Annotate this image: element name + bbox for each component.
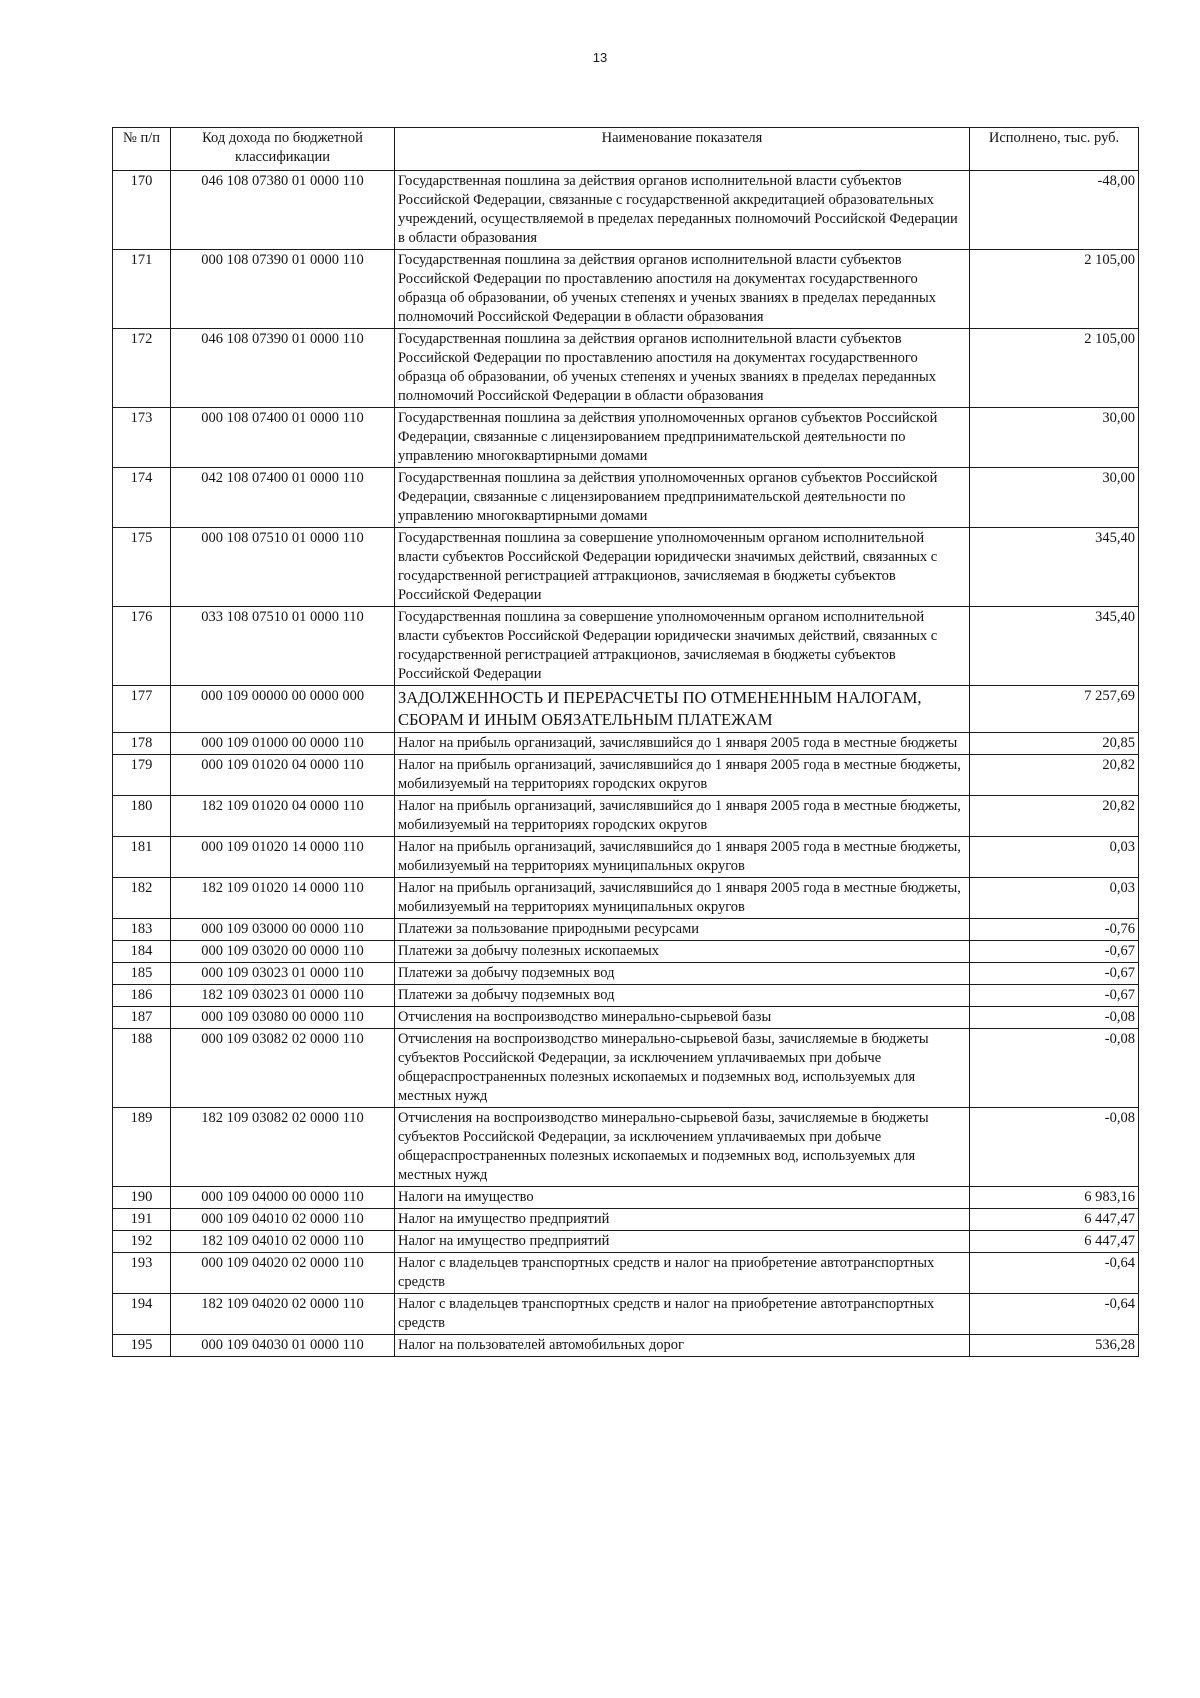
row-number: 188 — [113, 1029, 171, 1108]
executed-amount: 2 105,00 — [970, 250, 1139, 329]
table-row — [113, 329, 1139, 408]
table-row — [113, 878, 1139, 919]
table-row — [113, 528, 1139, 607]
indicator-name: Платежи за пользование природными ресурсами — [395, 919, 970, 941]
table-row — [113, 1187, 1139, 1209]
income-code: 000 109 03082 02 0000 110 — [171, 1029, 395, 1108]
row-number: 172 — [113, 329, 171, 408]
table-row — [113, 686, 1139, 733]
header-value: Исполнено, тыс. руб. — [970, 128, 1139, 171]
executed-amount: 30,00 — [970, 408, 1139, 468]
executed-amount: 345,40 — [970, 607, 1139, 686]
row-number: 187 — [113, 1007, 171, 1029]
row-number: 194 — [113, 1294, 171, 1335]
executed-amount: 6 447,47 — [970, 1209, 1139, 1231]
table-row — [113, 919, 1139, 941]
row-number: 193 — [113, 1253, 171, 1294]
table-row — [113, 1335, 1139, 1357]
row-number: 177 — [113, 686, 171, 733]
budget-table — [112, 127, 1139, 1357]
executed-amount: 2 105,00 — [970, 329, 1139, 408]
table-row — [113, 1209, 1139, 1231]
row-number: 179 — [113, 755, 171, 796]
table-row — [113, 250, 1139, 329]
indicator-name: ЗАДОЛЖЕННОСТЬ И ПЕРЕРАСЧЕТЫ ПО ОТМЕНЕННЫМ НАЛОГАМ, СБОРАМ И ИНЫМ ОБЯЗАТЕЛЬНЫМ ПЛАТЕЖАМ — [395, 686, 970, 733]
header-code: Код дохода по бюджетной классификации — [171, 128, 395, 171]
table-row — [113, 171, 1139, 250]
executed-amount: 20,82 — [970, 796, 1139, 837]
income-code: 000 109 01000 00 0000 110 — [171, 733, 395, 755]
income-code: 182 109 04020 02 0000 110 — [171, 1294, 395, 1335]
income-code: 000 108 07510 01 0000 110 — [171, 528, 395, 607]
executed-amount: 6 447,47 — [970, 1231, 1139, 1253]
income-code: 000 109 00000 00 0000 000 — [171, 686, 395, 733]
indicator-name: Налоги на имущество — [395, 1187, 970, 1209]
row-number: 186 — [113, 985, 171, 1007]
row-number: 180 — [113, 796, 171, 837]
income-code: 182 109 03023 01 0000 110 — [171, 985, 395, 1007]
indicator-name: Налог на прибыль организаций, зачислявшийся до 1 января 2005 года в местные бюджеты, мобилизуемый на территориях муниципальных округов — [395, 837, 970, 878]
row-number: 190 — [113, 1187, 171, 1209]
executed-amount: -48,00 — [970, 171, 1139, 250]
indicator-name: Налог с владельцев транспортных средств и налог на приобретение автотранспортных средств — [395, 1253, 970, 1294]
table-row — [113, 837, 1139, 878]
executed-amount: 0,03 — [970, 837, 1139, 878]
row-number: 175 — [113, 528, 171, 607]
executed-amount: 20,85 — [970, 733, 1139, 755]
indicator-name: Отчисления на воспроизводство минерально-сырьевой базы — [395, 1007, 970, 1029]
income-code: 000 109 04020 02 0000 110 — [171, 1253, 395, 1294]
table-row — [113, 468, 1139, 528]
income-code: 033 108 07510 01 0000 110 — [171, 607, 395, 686]
row-number: 192 — [113, 1231, 171, 1253]
table-row — [113, 733, 1139, 755]
executed-amount: 536,28 — [970, 1335, 1139, 1357]
income-code: 046 108 07390 01 0000 110 — [171, 329, 395, 408]
indicator-name: Платежи за добычу подземных вод — [395, 985, 970, 1007]
indicator-name: Государственная пошлина за действия органов исполнительной власти субъектов Российской Федерации по проставлению апостиля на документах государственного образца об образовании, об ученых степенях и ученых званиях в пределах переданных полномочий Российской Федерации в области образования — [395, 250, 970, 329]
income-code: 046 108 07380 01 0000 110 — [171, 171, 395, 250]
indicator-name: Государственная пошлина за действия уполномоченных органов субъектов Российской Федерации, связанные с лицензированием предпринимательской деятельности по управлению многоквартирными домами — [395, 408, 970, 468]
indicator-name: Отчисления на воспроизводство минерально-сырьевой базы, зачисляемые в бюджеты субъектов Российской Федерации, за исключением уплачиваемых при добыче общераспространенных полезных ископаемых и подземных вод, используемых для местных нужд — [395, 1108, 970, 1187]
executed-amount: -0,64 — [970, 1294, 1139, 1335]
executed-amount: -0,67 — [970, 963, 1139, 985]
executed-amount: 6 983,16 — [970, 1187, 1139, 1209]
row-number: 189 — [113, 1108, 171, 1187]
row-number: 170 — [113, 171, 171, 250]
header-num: № п/п — [113, 128, 171, 171]
indicator-name: Налог на прибыль организаций, зачислявшийся до 1 января 2005 года в местные бюджеты, мобилизуемый на территориях городских округов — [395, 796, 970, 837]
table-row — [113, 796, 1139, 837]
row-number: 191 — [113, 1209, 171, 1231]
executed-amount: -0,67 — [970, 941, 1139, 963]
indicator-name: Налог на пользователей автомобильных дорог — [395, 1335, 970, 1357]
indicator-name: Государственная пошлина за действия органов исполнительной власти субъектов Российской Федерации по проставлению апостиля на документах государственного образца об образовании, об ученых степенях и ученых званиях в пределах переданных полномочий Российской Федерации в области образования — [395, 329, 970, 408]
row-number: 183 — [113, 919, 171, 941]
table-header-row — [113, 128, 1139, 171]
executed-amount: -0,08 — [970, 1108, 1139, 1187]
indicator-name: Налог на имущество предприятий — [395, 1231, 970, 1253]
row-number: 195 — [113, 1335, 171, 1357]
table-row — [113, 1029, 1139, 1108]
page-number: 13 — [592, 50, 608, 65]
indicator-name: Государственная пошлина за действия уполномоченных органов субъектов Российской Федерации, связанные с лицензированием предпринимательской деятельности по управлению многоквартирными домами — [395, 468, 970, 528]
table-row — [113, 408, 1139, 468]
executed-amount: 0,03 — [970, 878, 1139, 919]
income-code: 000 108 07400 01 0000 110 — [171, 408, 395, 468]
income-code: 000 109 03023 01 0000 110 — [171, 963, 395, 985]
row-number: 185 — [113, 963, 171, 985]
executed-amount: 30,00 — [970, 468, 1139, 528]
table-row — [113, 1231, 1139, 1253]
table-row — [113, 985, 1139, 1007]
income-code: 000 109 04030 01 0000 110 — [171, 1335, 395, 1357]
income-code: 000 109 01020 14 0000 110 — [171, 837, 395, 878]
indicator-name: Отчисления на воспроизводство минерально-сырьевой базы, зачисляемые в бюджеты субъектов Российской Федерации, за исключением уплачиваемых при добыче общераспространенных полезных ископаемых и подземных вод, используемых для местных нужд — [395, 1029, 970, 1108]
executed-amount: 20,82 — [970, 755, 1139, 796]
income-code: 042 108 07400 01 0000 110 — [171, 468, 395, 528]
indicator-name: Налог на имущество предприятий — [395, 1209, 970, 1231]
indicator-name: Платежи за добычу полезных ископаемых — [395, 941, 970, 963]
executed-amount: 345,40 — [970, 528, 1139, 607]
executed-amount: 7 257,69 — [970, 686, 1139, 733]
table-row — [113, 1253, 1139, 1294]
executed-amount: -0,67 — [970, 985, 1139, 1007]
indicator-name: Налог на прибыль организаций, зачислявшийся до 1 января 2005 года в местные бюджеты — [395, 733, 970, 755]
row-number: 171 — [113, 250, 171, 329]
income-code: 182 109 03082 02 0000 110 — [171, 1108, 395, 1187]
indicator-name: Государственная пошлина за совершение уполномоченным органом исполнительной власти субъектов Российской Федерации юридически значимых действий, связанных с государственной регистрацией аттракционов, зачисляемая в бюджеты субъектов Российской Федерации — [395, 607, 970, 686]
table-row — [113, 963, 1139, 985]
table-row — [113, 1108, 1139, 1187]
indicator-name: Государственная пошлина за совершение уполномоченным органом исполнительной власти субъектов Российской Федерации юридически значимых действий, связанных с государственной регистрацией аттракционов, зачисляемая в бюджеты субъектов Российской Федерации — [395, 528, 970, 607]
row-number: 173 — [113, 408, 171, 468]
income-code: 000 109 01020 04 0000 110 — [171, 755, 395, 796]
table-body — [113, 171, 1139, 1357]
table-row — [113, 941, 1139, 963]
indicator-name: Платежи за добычу подземных вод — [395, 963, 970, 985]
executed-amount: -0,08 — [970, 1029, 1139, 1108]
income-code: 000 109 04000 00 0000 110 — [171, 1187, 395, 1209]
table-row — [113, 755, 1139, 796]
executed-amount: -0,08 — [970, 1007, 1139, 1029]
income-code: 000 109 03000 00 0000 110 — [171, 919, 395, 941]
executed-amount: -0,64 — [970, 1253, 1139, 1294]
executed-amount: -0,76 — [970, 919, 1139, 941]
income-code: 182 109 01020 14 0000 110 — [171, 878, 395, 919]
row-number: 182 — [113, 878, 171, 919]
income-code: 182 109 01020 04 0000 110 — [171, 796, 395, 837]
row-number: 174 — [113, 468, 171, 528]
indicator-name: Налог на прибыль организаций, зачислявшийся до 1 января 2005 года в местные бюджеты, мобилизуемый на территориях муниципальных округов — [395, 878, 970, 919]
row-number: 176 — [113, 607, 171, 686]
income-code: 182 109 04010 02 0000 110 — [171, 1231, 395, 1253]
indicator-name: Налог с владельцев транспортных средств и налог на приобретение автотранспортных средств — [395, 1294, 970, 1335]
table-row — [113, 1007, 1139, 1029]
row-number: 184 — [113, 941, 171, 963]
row-number: 181 — [113, 837, 171, 878]
indicator-name: Налог на прибыль организаций, зачислявшийся до 1 января 2005 года в местные бюджеты, мобилизуемый на территориях городских округов — [395, 755, 970, 796]
indicator-name: Государственная пошлина за действия органов исполнительной власти субъектов Российской Федерации, связанные с государственной аккредитацией образовательных учреждений, осуществляемой в пределах переданных полномочий Российской Федерации в области образования — [395, 171, 970, 250]
income-code: 000 109 03080 00 0000 110 — [171, 1007, 395, 1029]
table-row — [113, 1294, 1139, 1335]
header-name: Наименование показателя — [395, 128, 970, 171]
income-code: 000 109 04010 02 0000 110 — [171, 1209, 395, 1231]
income-code: 000 108 07390 01 0000 110 — [171, 250, 395, 329]
income-code: 000 109 03020 00 0000 110 — [171, 941, 395, 963]
row-number: 178 — [113, 733, 171, 755]
table-row — [113, 607, 1139, 686]
